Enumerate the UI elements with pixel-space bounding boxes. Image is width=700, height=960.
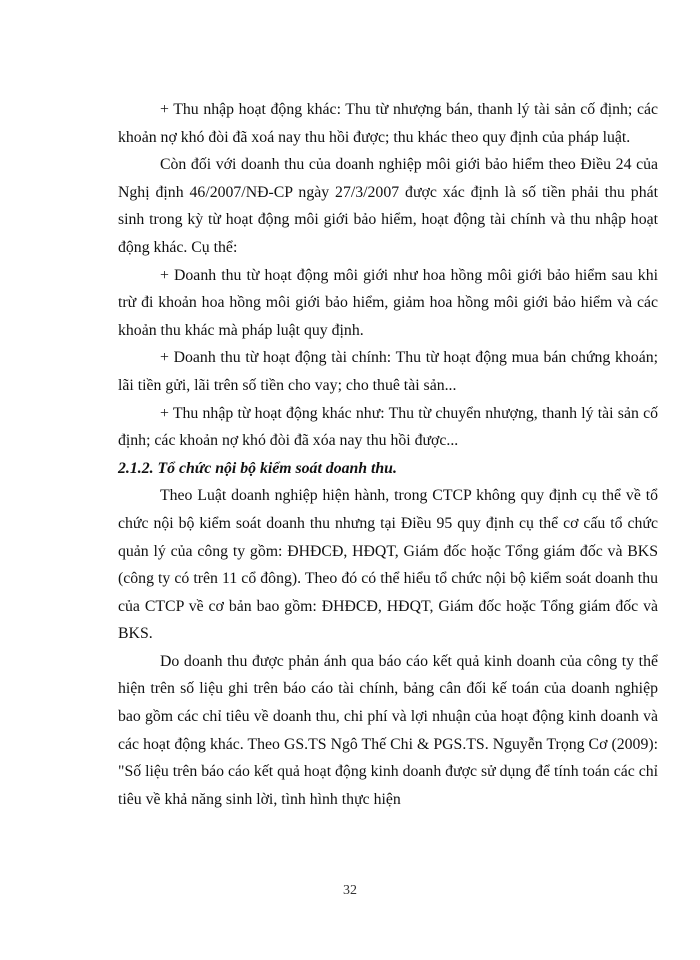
document-body <box>118 96 658 813</box>
paragraph-other-activity-income: + Thu nhập từ hoạt động khác như: Thu từ chuyển nhượng, thanh lý tài sản cố định; các khoản nợ khó đòi đã xóa nay thu hồi được... <box>118 404 658 450</box>
paragraph-internal-control: Theo Luật doanh nghiệp hiện hành, trong CTCP không quy định cụ thể về tổ chức nội bộ kiểm soát doanh thu nhưng tại Điều 95 quy định cụ thể cơ cấu tổ chức quản lý của công ty gồm: ĐHĐCĐ, HĐQT, Giám đốc hoặc Tổng giám đốc và BKS (công ty có trên 11 cổ đông). Theo đó có thể hiểu tổ chức nội bộ kiểm soát doanh thu của CTCP về cơ bản bao gồm: ĐHĐCĐ, HĐQT, Giám đốc hoặc Tổng giám đốc và BKS. <box>118 487 658 643</box>
paragraph-financial-revenue: + Doanh thu từ hoạt động tài chính: Thu từ hoạt động mua bán chứng khoán; lãi tiền gửi, lãi trên số tiền cho vay; cho thuê tài sản... <box>118 349 658 394</box>
paragraph-broker-revenue: Còn đối với doanh thu của doanh nghiệp môi giới bảo hiểm theo Điều 24 của Nghị định 46/2007/NĐ-CP ngày 27/3/2007 được xác định là số tiền phải thu phát sinh trong kỳ từ hoạt động môi giới bảo hiểm, hoạt động tài chính và thu nhập hoạt động khác. Cụ thể: <box>118 156 658 256</box>
paragraph-other-income: + Thu nhập hoạt động khác: Thu từ nhượng bán, thanh lý tài sản cố định; các khoản nợ khó đòi đã xoá nay thu hồi được; thu khác theo quy định của pháp luật. <box>118 101 658 146</box>
section-heading: 2.1.2. Tổ chức nội bộ kiểm soát doanh thu. <box>118 459 397 477</box>
page-number: 32 <box>343 883 357 898</box>
paragraph-income-statement: Do doanh thu được phản ánh qua báo cáo kết quả kinh doanh của công ty thể hiện trên số liệu ghi trên báo cáo tài chính, bảng cân đối kế toán của doanh nghiệp bao gồm các chỉ tiêu về doanh thu, chi phí và lợi nhuận của hoạt động kinh doanh và các hoạt động khác. Theo GS.TS Ngô Thế Chi & PGS.TS. Nguyễn Trọng Cơ (2009): "Số liệu trên báo cáo kết quả hoạt động kinh doanh được sử dụng để tính toán các chỉ tiêu về khả năng sinh lời, tình hình thực hiện <box>118 652 658 808</box>
paragraph-brokerage-commission: + Doanh thu từ hoạt động môi giới như hoa hồng môi giới bảo hiểm sau khi trừ đi khoản hoa hồng môi giới bảo hiểm, giảm hoa hồng môi giới bảo hiểm và các khoản thu khác mà pháp luật quy định. <box>118 266 658 339</box>
